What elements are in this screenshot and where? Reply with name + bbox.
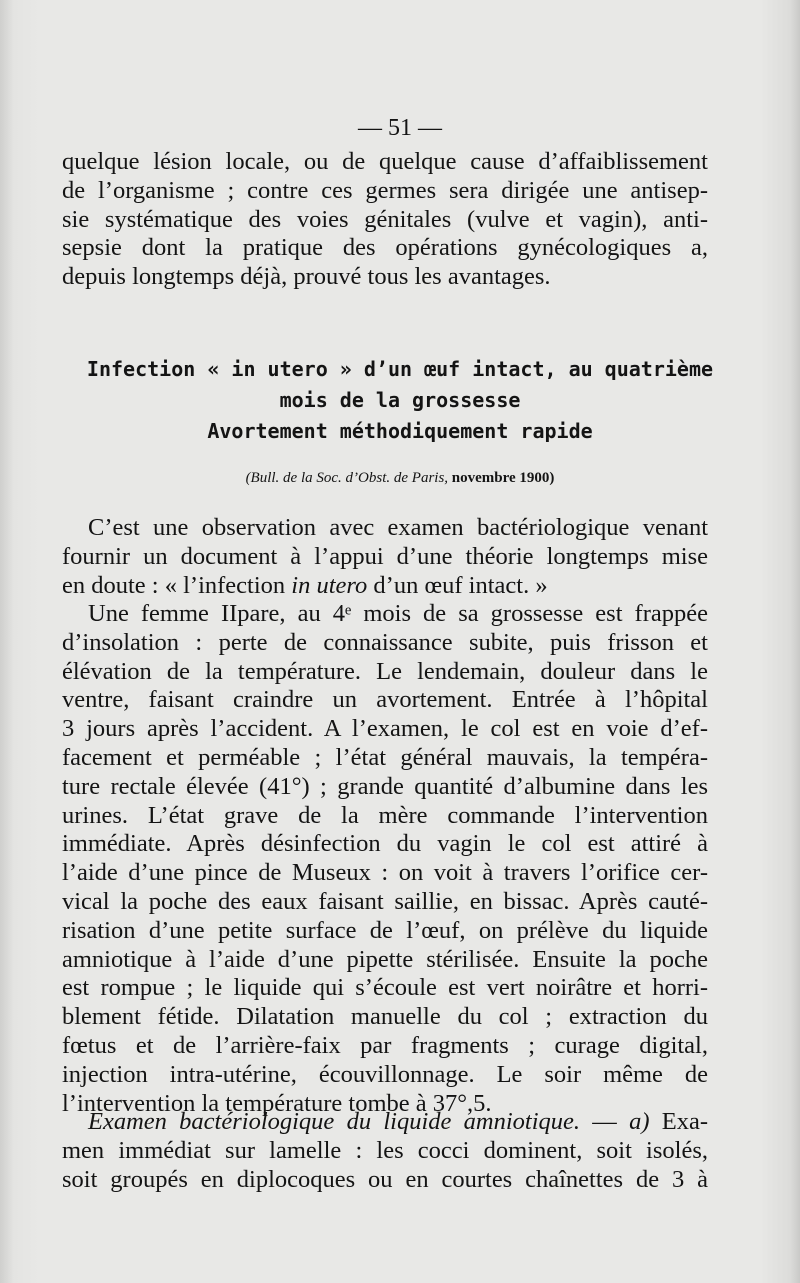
heading-line: mois de la grossesse — [279, 388, 521, 412]
text-line: d’insolation : perte de connaissance subite, puis frisson et — [62, 628, 708, 656]
text-line: fournir un document à l’appui d’une théorie longtemps mise — [62, 542, 708, 570]
text-line: urines. L’état grave de la mère commande l’intervention — [62, 801, 708, 829]
citation-source: (Bull. de la Soc. d’Obst. de Paris, — [245, 470, 449, 486]
heading-line: Infection « in utero » d’un œuf intact, au quatrième — [86, 357, 714, 381]
italic-run: in utero — [291, 571, 368, 599]
paragraph-3 — [62, 1108, 708, 1194]
text-line: injection intra-utérine, écouvillonnage. Le soir même de — [62, 1060, 708, 1088]
text-line: l’intervention la température tombe à 37°,5. — [62, 1089, 492, 1117]
text-line: Une femme IIpare, au 4ᵉ mois de sa grossesse est frappée — [88, 600, 708, 627]
section-heading — [0, 354, 800, 447]
text-line: de l’organisme ; contre ces germes sera dirigée une antisep- — [62, 176, 708, 204]
text-line: men immédiat sur lamelle : les cocci dominent, soit isolés, — [62, 1136, 708, 1164]
text-line: fœtus et de l’arrière-faix par fragments ; curage digital, — [62, 1031, 708, 1059]
text-line: sepsie dont la pratique des opérations gynécologiques a, — [62, 234, 708, 262]
text-line: l’aide d’une pince de Museux : on voit à travers l’orifice cer- — [62, 859, 708, 887]
text-line — [62, 1108, 708, 1137]
citation-date: novembre 1900) — [448, 470, 555, 486]
heading-line: Avortement méthodiquement rapide — [207, 419, 593, 443]
text-line: ture rectale élevée (41°) ; grande quantité d’albumine dans les — [62, 772, 708, 800]
text-run: Exa- — [649, 1108, 709, 1135]
citation — [0, 468, 800, 488]
text-line: C’est une observation avec examen bactériologique venant — [88, 514, 708, 541]
page-number: — 51 — — [358, 115, 442, 141]
text-run: — — [580, 1108, 630, 1135]
text-line: ventre, faisant craindre un avortement. Entrée à l’hôpital — [62, 686, 708, 714]
text-line: depuis longtemps déjà, prouvé tous les avantages. — [62, 263, 551, 291]
text-line: élévation de la température. Le lendemain, douleur dans le — [62, 657, 708, 685]
text-line: sie systématique des voies génitales (vulve et vagin), anti- — [62, 205, 708, 233]
italic-run: Examen bactériologique du liquide amniotique. — [88, 1108, 581, 1135]
text-line: facement et perméable ; l’état général mauvais, la tempéra- — [62, 743, 708, 771]
text-run: en doute : « l’infection — [62, 571, 292, 599]
paragraph-1 — [62, 514, 708, 600]
text-line: est rompue ; le liquide qui s’écoule est vert noirâtre et horri- — [62, 974, 708, 1002]
intro-paragraph — [62, 148, 708, 292]
text-line: 3 jours après l’accident. A l’examen, le col est en voie d’ef- — [62, 715, 708, 743]
list-marker: a) — [629, 1108, 650, 1135]
text-line: soit groupés en diplocoques ou en courtes chaînettes de 3 à — [62, 1165, 708, 1193]
text-line: vical la poche des eaux faisant saillie, en bissac. Après cauté- — [62, 887, 708, 915]
text-line: amniotique à l’aide d’une pipette stérilisée. Ensuite la poche — [62, 945, 708, 973]
text-line: immédiate. Après désinfection du vagin le col est attiré à — [62, 830, 708, 858]
text-line: quelque lésion locale, ou de quelque cause d’affaiblissement — [62, 148, 708, 175]
text-line: blement fétide. Dilatation manuelle du col ; extraction du — [62, 1003, 708, 1031]
text-run: d’un œuf intact. » — [367, 571, 548, 599]
text-line: risation d’une petite surface de l’œuf, on prélève du liquide — [62, 916, 708, 944]
text-line — [62, 572, 708, 601]
paragraph-2 — [62, 600, 708, 1118]
